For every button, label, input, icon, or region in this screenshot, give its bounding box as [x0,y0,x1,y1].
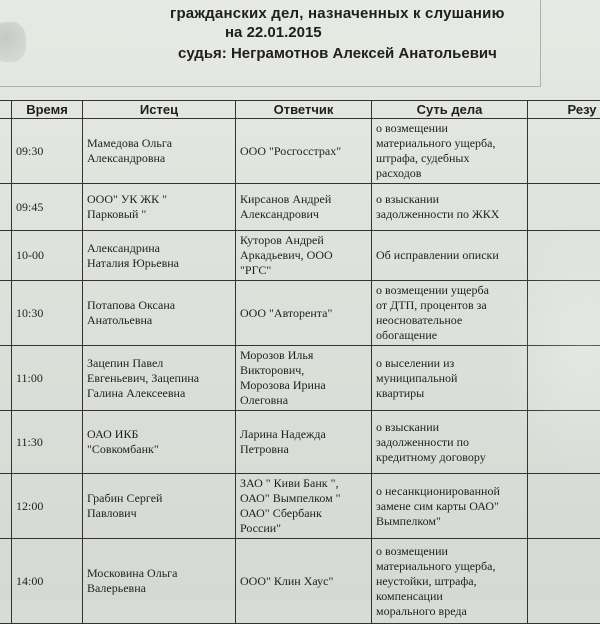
cell-line: задолженности по ЖКХ [376,207,523,222]
plaintiff-cell [83,474,236,539]
column-plaintiff-header: Истец [83,101,236,119]
cell-line: расходов [376,166,523,181]
cell-line: ООО "Росгосстрах" [240,144,367,159]
table-header-row [0,101,600,119]
column-subject-header: Суть дела [372,101,528,119]
case-subject-cell [372,411,528,474]
cell-line: Морозова Ирина [240,378,367,393]
cell-line: Морозов Илья [240,348,367,363]
plaintiff-cell [83,346,236,411]
cell-line: Александрович [240,207,367,222]
cell-line: ООО "Авторента" [240,306,367,321]
cell-line: Куторов Андрей [240,233,367,248]
cell-line: неустойки, штрафа, [376,574,523,589]
plaintiff-cell [83,539,236,624]
table-row [0,231,600,281]
hearing-time-cell: 10:30 [12,281,83,346]
column-defendant-header: Ответчик [236,101,372,119]
plaintiff-cell [83,281,236,346]
cell-line: Галина Алексеевна [87,386,231,401]
plaintiff-cell [83,411,236,474]
cell-line: Александрина [87,241,231,256]
hearing-time-cell: 10-00 [12,231,83,281]
cell-line: Ларина Надежда [240,427,367,442]
row-number-cell [0,119,12,184]
cell-line: кредитному договору [376,450,523,465]
cell-line: о возмещении [376,544,523,559]
cell-line: ОАО" Сбербанк [240,506,367,521]
cell-line: компенсации [376,589,523,604]
cell-line: ОАО" Вымпелком " [240,491,367,506]
result-cell [528,411,600,474]
table-row [0,184,600,231]
result-cell [528,539,600,624]
cell-line: Викторович, [240,363,367,378]
row-number-cell [0,539,12,624]
cell-line: Вымпелком" [376,514,523,529]
table-row [0,281,600,346]
result-cell [528,231,600,281]
cell-line: материального ущерба, [376,559,523,574]
cell-line: Московина Ольга [87,566,231,581]
cell-line: неосновательное [376,313,523,328]
case-subject-cell [372,474,528,539]
cell-line: "РГС" [240,263,367,278]
cell-line: ООО" Клин Хаус" [240,574,367,589]
cell-line: муниципальной [376,371,523,386]
cell-line: Александровна [87,151,231,166]
cell-line: о выселении из [376,356,523,371]
cell-line: обогащение [376,328,523,343]
result-cell [528,346,600,411]
table-row [0,411,600,474]
defendant-cell [236,539,372,624]
case-subject-cell [372,231,528,281]
row-number-cell [0,346,12,411]
cell-line: Валерьевна [87,581,231,596]
cell-line: Олеговна [240,393,367,408]
defendant-cell [236,474,372,539]
hearing-schedule-table [0,100,600,624]
hearing-time-cell: 11:30 [12,411,83,474]
plaintiff-cell [83,119,236,184]
case-subject-cell [372,281,528,346]
table-row [0,119,600,184]
defendant-cell [236,119,372,184]
hearing-time-cell: 14:00 [12,539,83,624]
hearing-time-cell: 09:30 [12,119,83,184]
hearing-time-cell: 12:00 [12,474,83,539]
cell-line: Об исправлении описки [376,248,523,263]
table-body [0,119,600,624]
result-cell [528,184,600,231]
cell-line: Грабин Сергей [87,491,231,506]
cell-line: России" [240,521,367,536]
row-number-cell [0,281,12,346]
case-subject-cell [372,119,528,184]
cell-line: замене сим карты ОАО" [376,499,523,514]
cell-line: о взыскании [376,192,523,207]
cell-line: морального вреда [376,604,523,619]
result-cell [528,281,600,346]
column-time-header: Время [12,101,83,119]
cell-line: ООО" УК ЖК " [87,192,231,207]
result-cell [528,474,600,539]
plaintiff-cell [83,184,236,231]
plaintiff-cell [83,231,236,281]
hearing-time-cell: 09:45 [12,184,83,231]
cell-line: ЗАО " Киви Банк ", [240,476,367,491]
cell-line: Аркадьевич, ООО [240,248,367,263]
cell-line: ОАО ИКБ [87,427,231,442]
defendant-cell [236,231,372,281]
cell-line: Зацепин Павел [87,356,231,371]
cell-line: от ДТП, процентов за [376,298,523,313]
cell-line: Парковый " [87,207,231,222]
case-subject-cell [372,346,528,411]
cell-line: Кирсанов Андрей [240,192,367,207]
cell-line: Наталия Юрьевна [87,256,231,271]
cell-line: о несанкционированной [376,484,523,499]
case-subject-cell [372,539,528,624]
cell-line: о возмещении ущерба [376,283,523,298]
cell-line: о взыскании [376,420,523,435]
cell-line: квартиры [376,386,523,401]
defendant-cell [236,346,372,411]
cell-line: Евгеньевич, Зацепина [87,371,231,386]
column-result-header: Резу [528,101,600,119]
cell-line: Потапова Оксана [87,298,231,313]
schedule-date: на 22.01.2015 [225,24,322,41]
cell-line: Петровна [240,442,367,457]
hearing-time-cell: 11:00 [12,346,83,411]
cell-line: Анатольевна [87,313,231,328]
table-row [0,346,600,411]
defendant-cell [236,184,372,231]
cell-line: материального ущерба, [376,136,523,151]
cell-line: Мамедова Ольга [87,136,231,151]
cell-line: о возмещении [376,121,523,136]
row-number-cell [0,184,12,231]
cell-line: Павлович [87,506,231,521]
row-number-cell [0,231,12,281]
column-number-header [0,101,12,119]
row-number-cell [0,411,12,474]
schedule-title: гражданских дел, назначенных к слушанию [170,5,550,22]
result-cell [528,119,600,184]
judge-name: судья: Неграмотнов Алексей Анатольевич [178,45,497,62]
defendant-cell [236,411,372,474]
table-row [0,474,600,539]
cell-line: штрафа, судебных [376,151,523,166]
cell-line: задолженности по [376,435,523,450]
defendant-cell [236,281,372,346]
case-subject-cell [372,184,528,231]
row-number-cell [0,474,12,539]
cell-line: "Совкомбанк" [87,442,231,457]
table-row [0,539,600,624]
